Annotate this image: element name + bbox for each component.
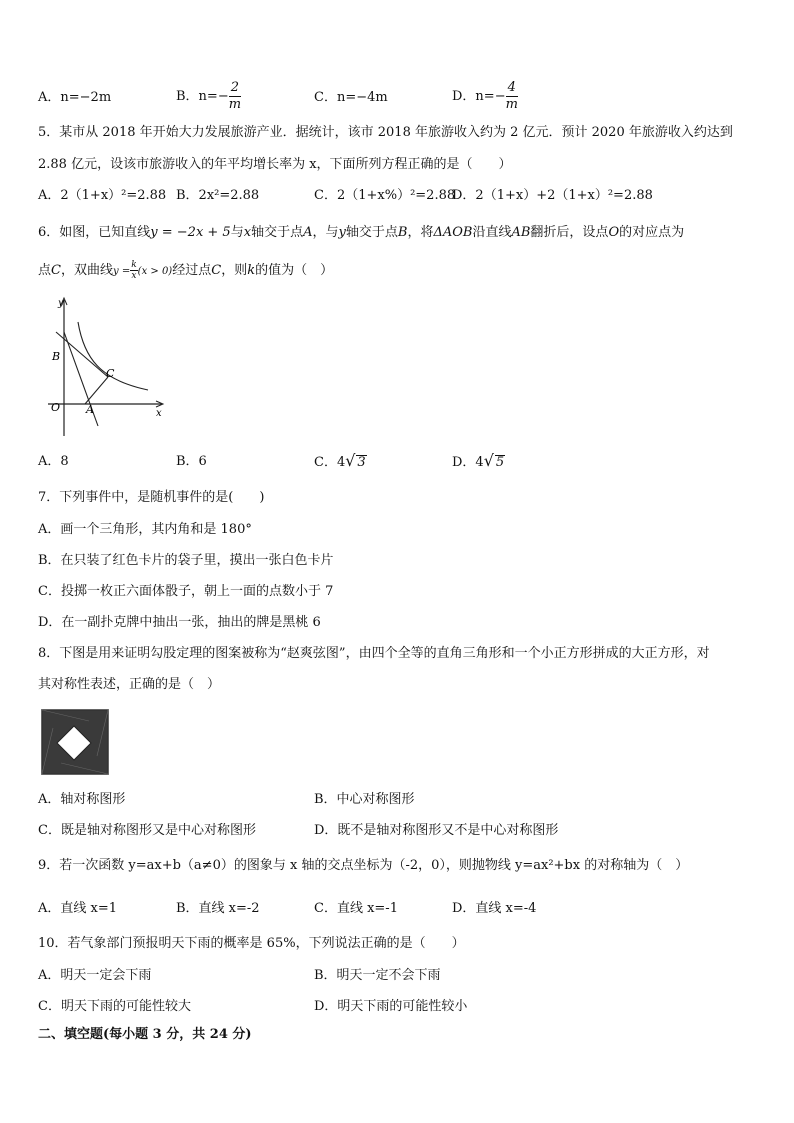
q6-text: 与 xyxy=(230,225,244,240)
q6-text: ，与 xyxy=(312,225,339,240)
q6-option-b: B．6 xyxy=(176,454,207,469)
q6-text: 经过点 xyxy=(172,263,212,278)
q6-d-coef: D．4 xyxy=(452,455,484,470)
q9-option-b: B．直线 x=-2 xyxy=(176,901,260,916)
q8-stem-line2: 其对称性表述，正确的是（ ） xyxy=(38,677,221,692)
q6-var: y xyxy=(338,225,346,240)
q5-stem-line2: 2.88 亿元，设该市旅游收入的年平均增长率为 x，下面所列方程正确的是（ ） xyxy=(38,157,512,172)
q6-var: AB xyxy=(511,225,531,240)
fig-label-x: x xyxy=(156,408,162,419)
q6-d-radicand: 5 xyxy=(495,455,505,470)
q5-option-b: B．2x²=2.88 xyxy=(176,188,260,203)
q6-graph-figure xyxy=(44,292,170,438)
q5-option-c: C．2（1+x%）²=2.88 xyxy=(314,188,456,203)
q6-line-equation: y = −2x + 5 xyxy=(150,225,231,240)
q6-text: 点 xyxy=(38,263,52,278)
fig-label-b: B xyxy=(52,350,61,363)
q4-option-d xyxy=(452,80,518,113)
q6-c-coef: C．4 xyxy=(314,455,346,470)
q6-option-a: A．8 xyxy=(38,454,69,469)
q6-option-c xyxy=(314,452,367,472)
q6-text: ，将 xyxy=(407,225,434,240)
q6-var: C xyxy=(211,263,222,278)
q7-stem: 7．下列事件中，是随机事件的是( ) xyxy=(38,490,265,505)
q10-option-a: A．明天一定会下雨 xyxy=(38,968,152,983)
q6-hyperbola-condition: (x > 0) xyxy=(137,266,173,277)
q7-option-a: A．画一个三角形，其内角和是 180° xyxy=(38,522,252,537)
q8-option-b: B．中心对称图形 xyxy=(314,792,415,807)
q4-option-a: A．n=−2m xyxy=(38,90,112,105)
q10-option-c: C．明天下雨的可能性较大 xyxy=(38,999,191,1014)
q6-var: B xyxy=(397,225,408,240)
q6-text: 的值为（ ） xyxy=(255,263,334,278)
line-ac xyxy=(85,377,108,404)
q4-option-c: C．n=−4m xyxy=(314,90,388,105)
fig-label-a: A xyxy=(86,403,94,416)
q8-stem-line1: 8．下图是用来证明勾股定理的图案被称为“赵爽弦图”，由四个全等的直角三角形和一个小正方形拼成的大正方形，对 xyxy=(38,646,710,661)
q8-option-a: A．轴对称图形 xyxy=(38,792,126,807)
q10-stem: 10．若气象部门预报明天下雨的概率是 65%，下列说法正确的是（ ） xyxy=(38,936,465,951)
zhao-shuang-figure xyxy=(41,709,109,775)
q4-option-b xyxy=(176,80,241,113)
q7-option-b: B．在只装了红色卡片的袋子里，摸出一张白色卡片 xyxy=(38,553,334,568)
q8-option-c: C．既是轴对称图形又是中心对称图形 xyxy=(38,823,256,838)
q6-stem-line2 xyxy=(38,258,333,285)
q5-stem-line1: 5．某市从 2018 年开始大力发展旅游产业．据统计，该市 2018 年旅游收入约为 2 亿元．预计 2020 年旅游收入约达到 xyxy=(38,125,733,140)
q4-option-d-fraction xyxy=(506,80,518,113)
q6-text: 轴交于点 xyxy=(345,225,398,240)
q6-text: ，双曲线 xyxy=(60,263,113,278)
q9-option-a: A．直线 x=1 xyxy=(38,901,118,916)
q6-var: x xyxy=(243,225,252,240)
q10-option-b: B．明天一定不会下雨 xyxy=(314,968,441,983)
q6-text: 轴交于点 xyxy=(251,225,304,240)
q7-option-d: D．在一副扑克牌中抽出一张，抽出的牌是黑桃 6 xyxy=(38,615,321,630)
q9-option-d: D．直线 x=-4 xyxy=(452,901,537,916)
q9-stem: 9．若一次函数 y=ax+b（a≠0）的图象与 x 轴的交点坐标为（-2，0），则抛物线 y=ax²+bx 的对称轴为（ ） xyxy=(38,858,689,873)
q6-var: k xyxy=(247,263,256,278)
q4-option-b-prefix: B．n=− xyxy=(176,89,229,104)
sqrt-icon: √ xyxy=(483,451,494,470)
q5-option-a: A．2（1+x）²=2.88 xyxy=(38,188,167,203)
q6-var: C xyxy=(51,263,61,278)
q7-option-c: C．投掷一枚正六面体骰子，朝上一面的点数小于 7 xyxy=(38,584,334,599)
q6-hyperbola-lhs: y = xyxy=(112,266,131,277)
q6-text: 翻折后，设点 xyxy=(530,225,609,240)
q6-stem-line1 xyxy=(38,224,684,242)
q6-text: 沿直线 xyxy=(472,225,512,240)
q4-d-denominator: m xyxy=(505,97,518,112)
fig-label-y: y xyxy=(58,298,64,309)
q6-c-radicand: 3 xyxy=(357,455,366,470)
q4-b-numerator: 2 xyxy=(229,80,241,97)
q4-b-denominator: m xyxy=(228,97,242,112)
sqrt-icon: √ xyxy=(345,451,356,470)
q9-option-c: C．直线 x=-1 xyxy=(314,901,398,916)
q5-option-d: D．2（1+x）+2（1+x）²=2.88 xyxy=(452,188,653,203)
q4-option-b-fraction xyxy=(229,80,241,113)
q6-hyperbola-fraction xyxy=(130,260,137,281)
section-2-heading: 二、填空题(每小题 3 分，共 24 分) xyxy=(38,1027,252,1042)
q4-option-d-prefix: D．n=− xyxy=(452,89,506,104)
q6-text: ，则 xyxy=(221,263,248,278)
q6-text: 的对应点为 xyxy=(619,225,685,240)
q6-triangle: ΔAOB xyxy=(433,225,473,240)
fig-label-o: O xyxy=(51,401,61,414)
q4-d-numerator: 4 xyxy=(506,80,518,97)
q6-hyperbola-num: k xyxy=(131,260,137,270)
q6-var: A xyxy=(303,225,313,240)
q6-text: 6．如图，已知直线 xyxy=(38,225,151,240)
fig-label-c: C xyxy=(106,367,115,380)
q10-option-d: D．明天下雨的可能性较小 xyxy=(314,999,468,1014)
q8-option-d: D．既不是轴对称图形又不是中心对称图形 xyxy=(314,823,559,838)
q6-hyperbola-den: x xyxy=(131,271,137,281)
q6-option-d xyxy=(452,452,505,472)
q6-var: O xyxy=(608,225,620,240)
